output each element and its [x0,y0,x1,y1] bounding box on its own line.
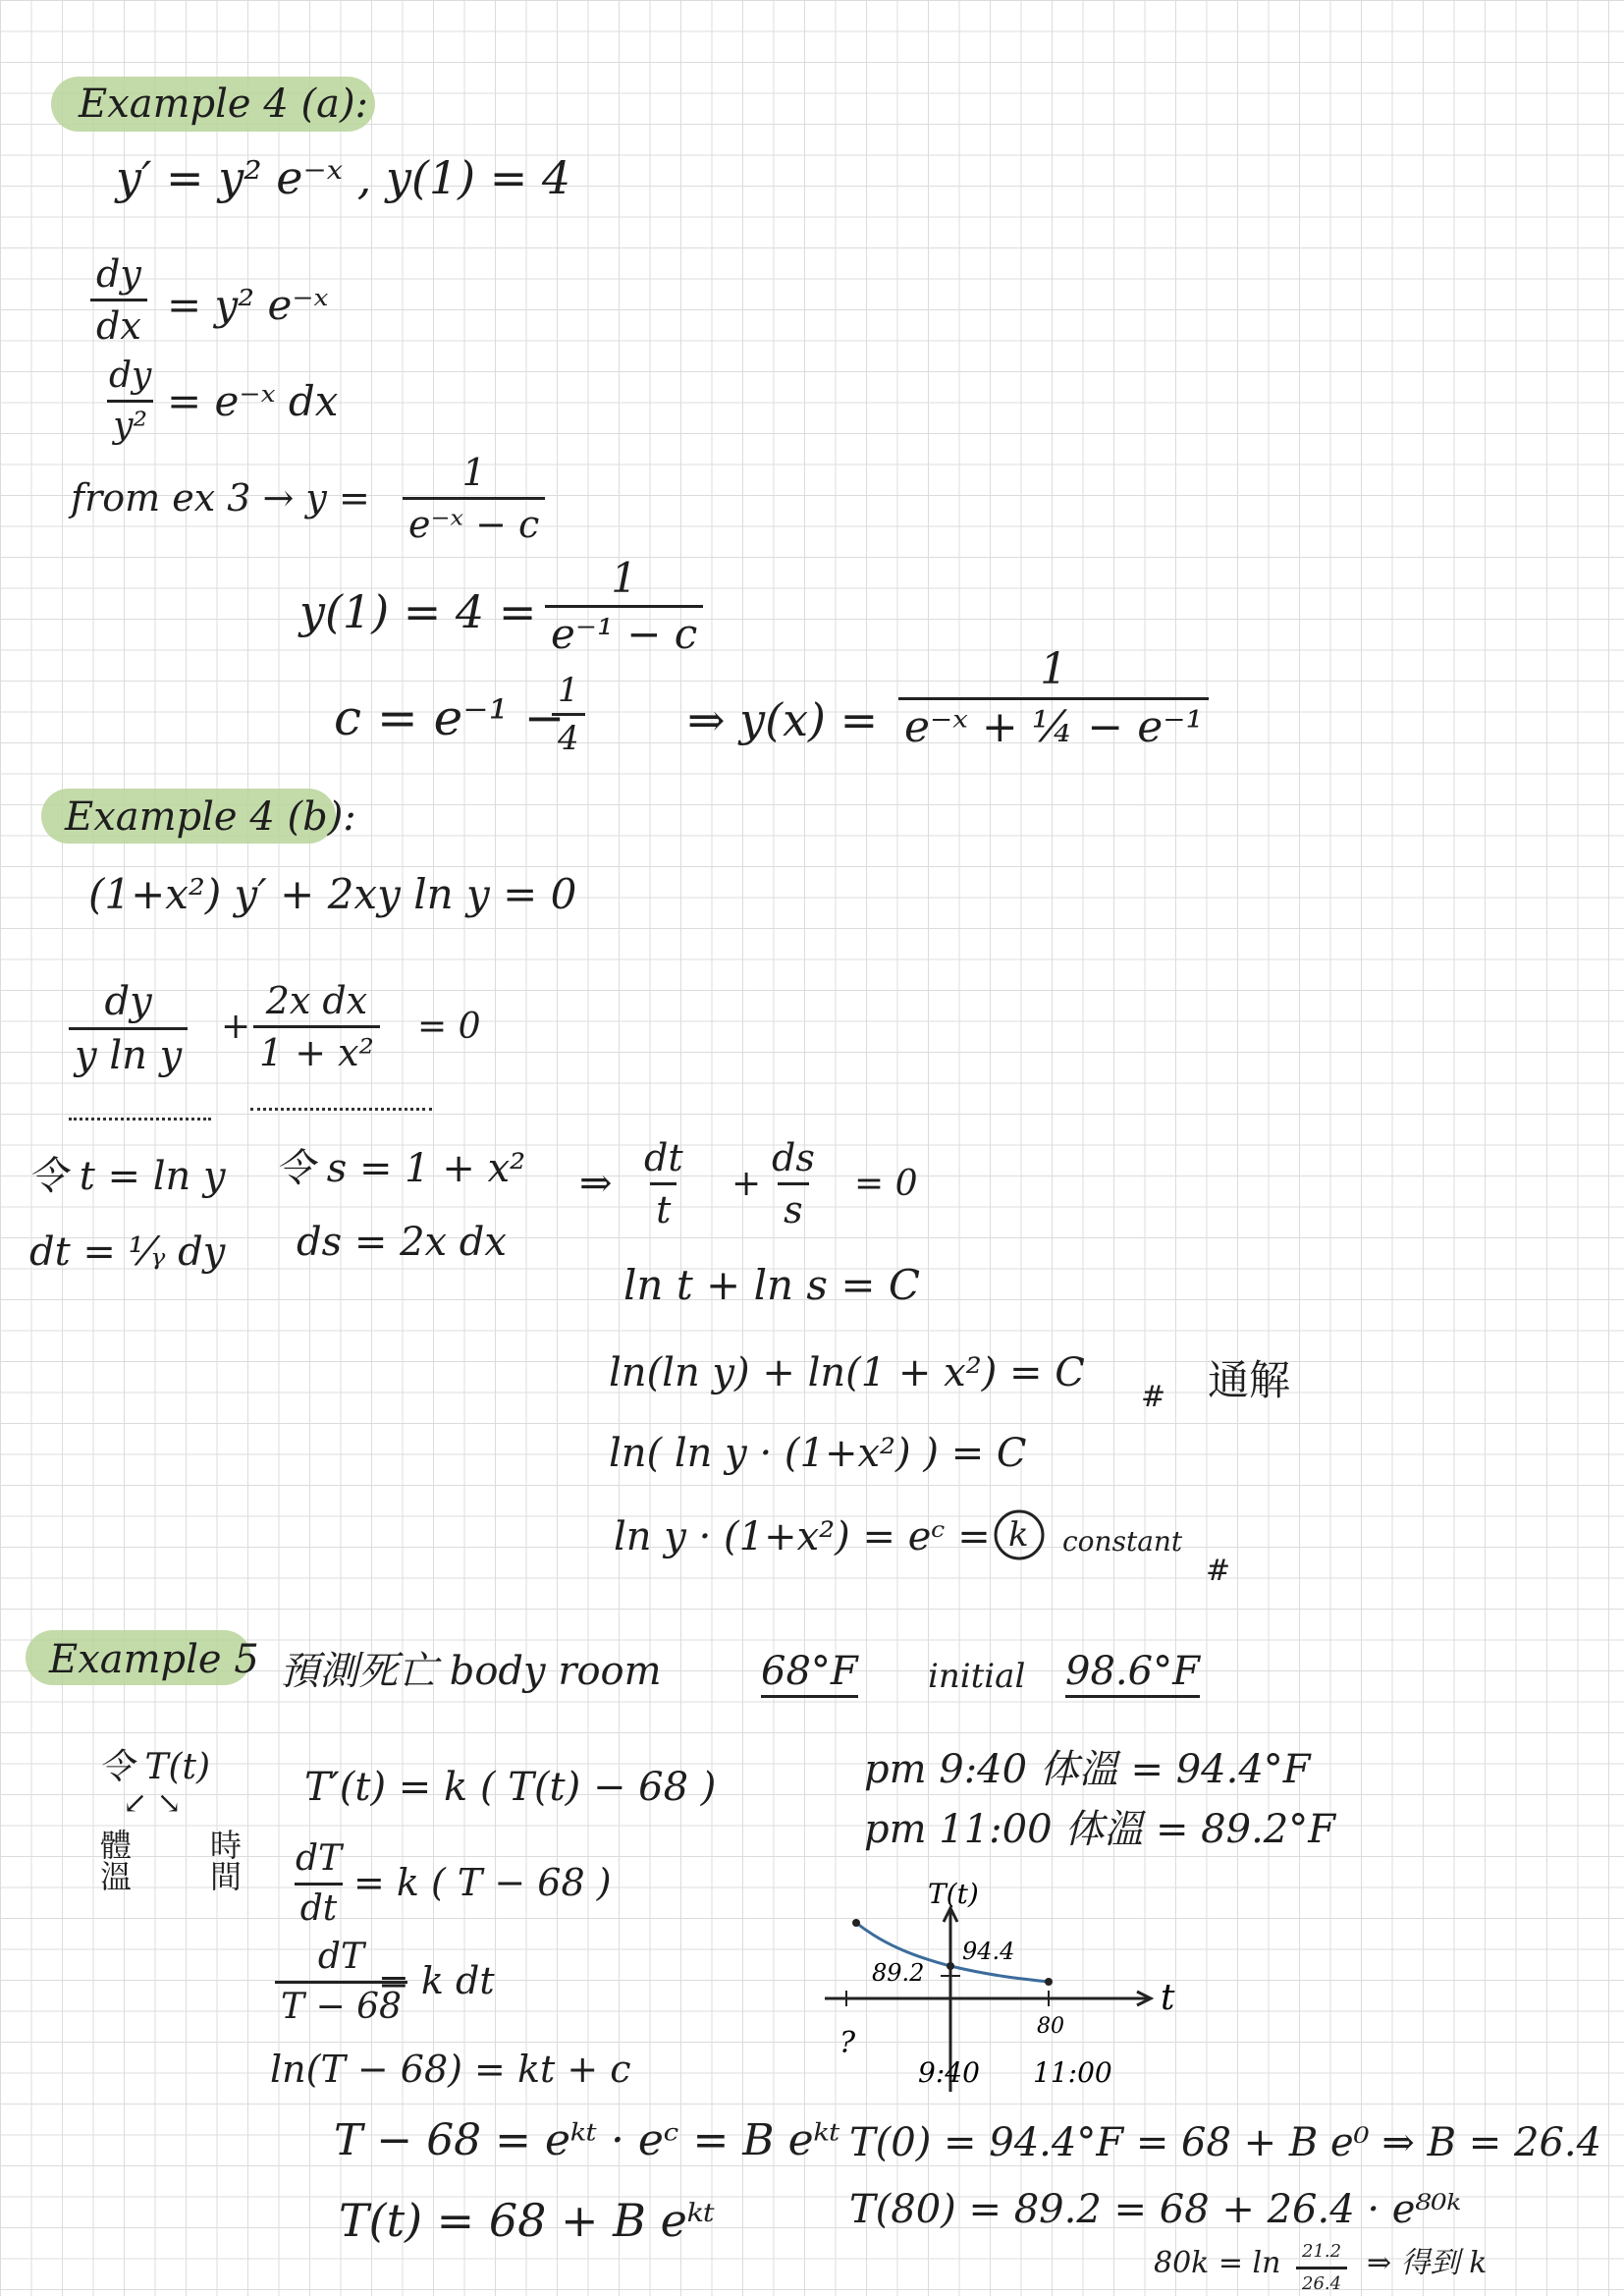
denominator: e⁻¹ − c [545,605,703,655]
ex4b-r2: ln t + ln s = C [623,1261,921,1309]
ex4a-step5-lhs: c = e⁻¹ − [334,689,566,746]
ex4b-sub-t: 令 t = ln y [27,1154,226,1199]
ex4b-r3: ln(ln y) + ln(1 + x²) = C [609,1350,1085,1395]
numerator: 1 [558,671,579,710]
ex5-eq2-frac [290,1838,348,1929]
numerator: dy [104,979,152,1024]
denominator: 26.4 [1296,2267,1347,2293]
ex5-let-T: 令 T(t) [98,1747,211,1787]
ex4a-step4-prefix: y(1) = 4 = [299,585,537,638]
ex5-res1: T(0) = 94.4°F = 68 + B e⁰ ⇒ B = 26.4 [849,2120,1602,2165]
ex5-eq5: T − 68 = eᵏᵗ · eᶜ = B eᵏᵗ [334,2115,840,2165]
ex4a-step1-rhs: = y² e⁻ˣ [167,281,329,329]
ex4b-r1-arrow: ⇒ [579,1161,613,1206]
numerator: ds [772,1136,815,1179]
numerator: 2x dx [265,979,368,1022]
ex4b-sub-dt: dt = ¹⁄ᵧ dy [29,1230,226,1275]
numerator: dT [296,1838,343,1879]
ex4b-r5-note: constant [1062,1525,1183,1558]
graph-time-1100: 11:00 [1033,2056,1112,2089]
ex4b-sep-plus: + [221,1007,251,1047]
ex5-res3-lhs: 80k = ln [1154,2246,1281,2280]
ex5-word-time: 時間 [205,1829,243,1891]
curve-point-0 [947,1962,954,1970]
graph-label-94: 94.4 [962,1938,1015,1965]
ex5-room-temp: 68°F [761,1652,858,1698]
ex5-eq4: ln(T − 68) = kt + c [270,2048,631,2091]
example-4a-title: Example 4 (a): [79,82,369,127]
ex5-res2: T(80) = 89.2 = 68 + 26.4 · e⁸⁰ᵏ [849,2187,1462,2232]
graph-time-940: 9:40 [918,2056,980,2089]
ex4a-step3-frac [403,451,545,546]
ex4b-r3-mark: # [1141,1380,1166,1414]
ex4b-sep-frac-2 [253,979,380,1074]
ex4b-sep-frac-1 [69,979,188,1078]
ex4b-r4: ln( ln y · (1+x²) ) = C [609,1431,1027,1476]
curve-point-80 [1045,1978,1053,1986]
ex4a-step2-rhs: = e⁻ˣ dx [167,377,339,425]
denominator: e⁻ˣ − c [403,497,545,543]
ex4a-problem: y′ = y² e⁻ˣ , y(1) = 4 [116,151,571,204]
example-5-title: Example 5 [49,1637,259,1682]
numerator: 1 [1040,644,1068,694]
graph-label-89: 89.2 [872,1959,925,1987]
ex4a-step5-c-frac [552,671,585,758]
denominator: T − 68 [275,1981,407,2025]
ex4a-step5-answer-frac [898,644,1209,752]
ex4b-sub-ds: ds = 2x dx [297,1220,507,1265]
ex5-eq1: T′(t) = k ( T(t) − 68 ) [304,1765,717,1810]
denominator: t [650,1182,677,1229]
numerator: dT [317,1937,364,1977]
ex5-initial-temp: 98.6°F [1065,1652,1200,1698]
numerator: dt [644,1136,683,1179]
ex4b-problem: (1+x²) y′ + 2xy ln y = 0 [88,870,577,918]
denominator: 1 + x² [253,1025,380,1071]
ex4b-r5-k: k [1008,1515,1029,1555]
denominator: dt [295,1883,344,1927]
graph-y-label: T(t) [928,1878,979,1910]
ex4b-sep-rhs: = 0 [417,1007,481,1047]
denominator: 4 [552,713,585,755]
ex5-eq6: T(t) = 68 + B eᵏᵗ [339,2194,715,2247]
ex4a-step3-prefix: from ex 3 → y = [71,476,370,519]
graph-label-80: 80 [1037,2014,1064,2039]
denominator: dx [90,299,147,345]
ex5-word-temp: 體溫 [95,1829,133,1891]
ex5-intro: 預測死亡 body room [280,1649,662,1694]
ex4b-r1-frac-2 [766,1136,821,1231]
ex4b-r1-frac-1 [638,1136,689,1231]
ex5-eq2-rhs: = k ( T − 68 ) [353,1861,612,1904]
ex4b-r5-lhs: ln y · (1+x²) = eᶜ = [614,1514,991,1559]
ex4b-r5-mark: # [1206,1554,1231,1588]
ex4b-sub-s: 令 s = 1 + x² [275,1146,526,1191]
ex5-obs2: pm 11:00 体溫 = 89.2°F [864,1807,1335,1852]
ex4a-step1-frac [90,252,147,348]
ex4a-step5-arrow: ⇒ y(x) = [687,693,879,746]
denominator: s [778,1182,809,1229]
graph-x-label: t [1161,1978,1175,2018]
ex5-arrows: ↙ ↘ [123,1786,182,1821]
ex4b-r1-plus: + [731,1164,762,1204]
numerator: 1 [611,554,637,602]
ex4a-step2-frac [103,355,157,446]
example-4b-title: Example 4 (b): [65,794,356,840]
numerator: dy [109,355,152,396]
underline-squiggle [69,1108,211,1121]
ex5-res3-frac [1296,2243,1347,2293]
denominator: e⁻ˣ + ¼ − e⁻¹ [898,697,1209,749]
ex4b-r1-rhs: = 0 [854,1164,918,1204]
ex5-eq3-rhs: = k dt [378,1959,495,2002]
underline-squiggle [250,1098,432,1111]
ex5-res3-rhs: ⇒ 得到 k [1367,2246,1488,2280]
numerator: 21.2 [1302,2241,1342,2262]
ex4a-step4-frac [545,554,703,658]
denominator: y ln y [69,1027,188,1075]
ex4b-r3-note: 通解 [1208,1356,1291,1404]
ex5-obs1: pm 9:40 体溫 = 94.4°F [864,1747,1311,1792]
numerator: 1 [461,451,486,494]
ex5-initial-label: initial [928,1657,1026,1696]
numerator: dy [96,252,141,296]
cooling-graph [805,1866,1218,2121]
curve-start-point [852,1919,860,1927]
graph-label-question: ? [839,2026,856,2060]
denominator: y² [107,400,153,444]
